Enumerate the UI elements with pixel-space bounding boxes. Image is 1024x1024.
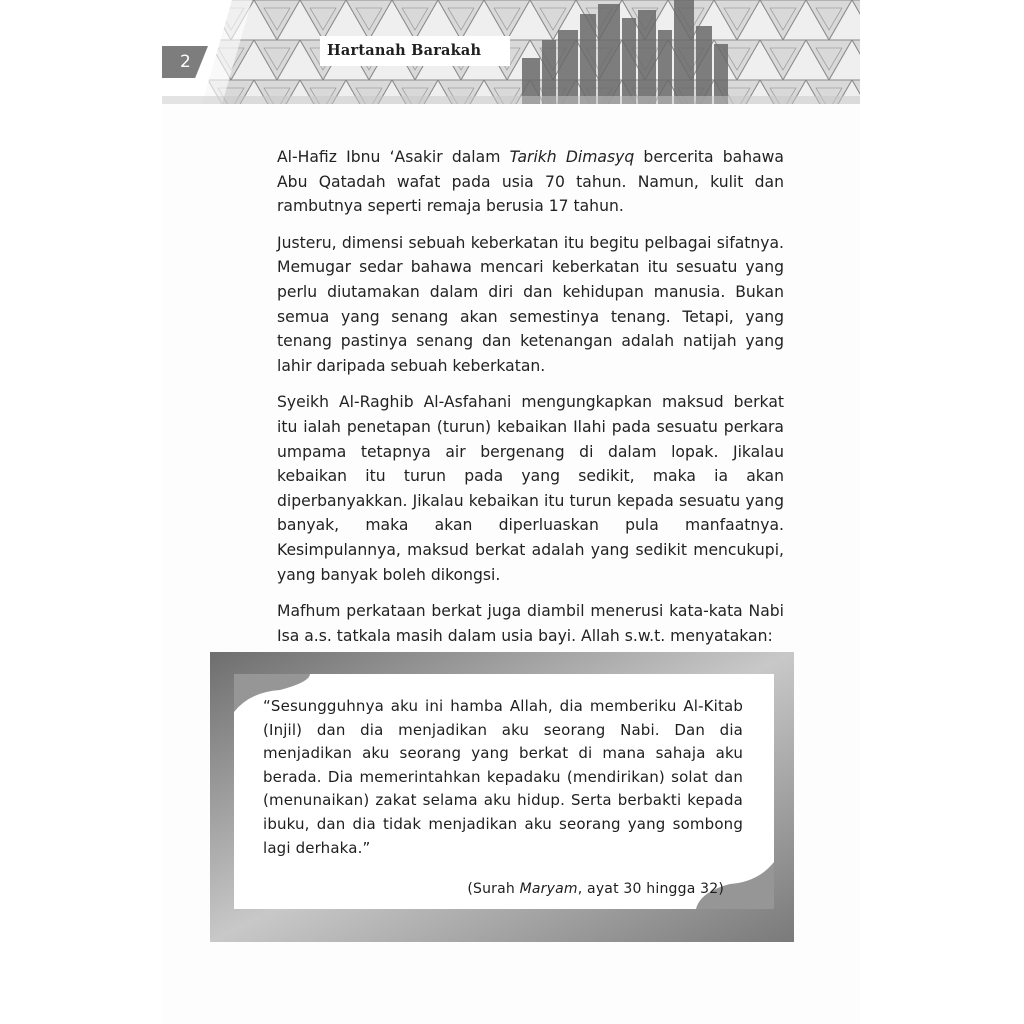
paragraph-1-text-b: bercerita bahawa Abu Qatadah wafat pada usia 70 tahun. Namun, kulit dan rambutnya seperti remaja berusia 17 tahun. (277, 148, 784, 216)
quote-source-b: , ayat 30 hingga 32) (577, 881, 724, 897)
paragraph-4: Mafhum perkataan berkat juga diambil menerusi kata-kata Nabi Isa a.s. tatkala masih dalam usia bayi. Allah s.w.t. menyatakan: (277, 602, 784, 645)
surah-name-italic: Maryam (519, 881, 578, 897)
paragraph-1 (277, 145, 784, 219)
running-title: Hartanah Barakah (327, 42, 482, 59)
book-title-italic: Tarikh Dimasyq (509, 148, 635, 166)
quote-text: “Sesungguhnya aku ini hamba Allah, dia memberiku Al-Kitab (Injil) dan dia menjadikan aku seorang Nabi. Dan dia menjadikan aku seorang yang berkat di mana sahaja aku berada. Dia memerintahkan kepadaku (mendirikan) solat dan (menunaikan) zakat selama aku hidup. Serta berbakti kepada ibuku, dan dia tidak menjadikan aku seorang yang sombong lagi derhaka.” (263, 697, 743, 857)
page-number: 2 (180, 52, 191, 72)
paragraph-1-text-a: Al-Hafiz Ibnu ‘Asakir dalam (277, 148, 510, 166)
page-header-banner (162, 0, 860, 104)
geometric-pattern-decoration (162, 0, 860, 104)
paragraph-2: Justeru, dimensi sebuah keberkatan itu begitu pelbagai sifatnya. Memugar sedar bahawa mencari keberkatan itu sesuatu yang perlu diutamakan dalam diri dan kehidupan manusia. Bukan semua yang senang akan semestinya tenang. Tetapi, yang tenang pastinya senang dan ketenangan adalah natijah yang lahir daripada sebuah keberkatan. (277, 233, 784, 375)
quote-source-a: (Surah (467, 881, 520, 897)
paragraph-3: Syeikh Al-Raghib Al-Asfahani mengungkapkan maksud berkat itu ialah penetapan (turun) kebaikan Ilahi pada sesuatu perkara umpama tetapnya air bergenang di dalam lopak. Jikalau kebaikan itu turun pada yang sedikit, maka ia akan diperbanyakkan. Jikalau kebaikan itu turun kepada sesuatu yang banyak, maka akan diperluaskan pula manfaatnya. Kesimpulannya, maksud berkat adalah yang sedikit mencukupi, yang banyak boleh dikongsi. (277, 393, 784, 584)
body-text (277, 145, 784, 660)
quote-source (467, 881, 724, 897)
